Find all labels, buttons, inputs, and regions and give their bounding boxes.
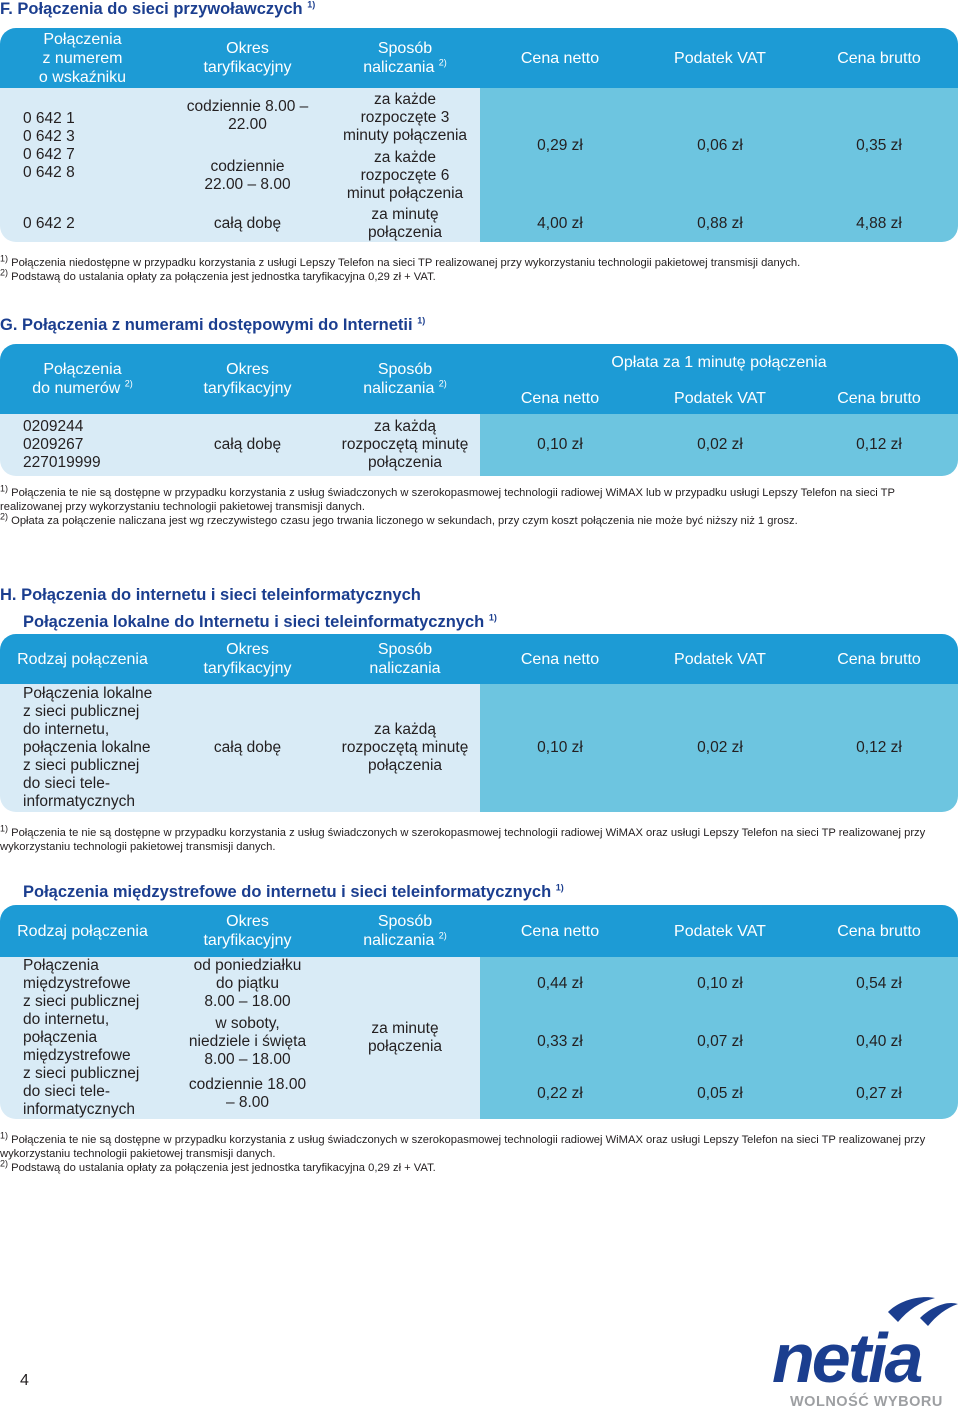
header-method: Sposób naliczania bbox=[369, 641, 441, 677]
cell-gross-price: 0,35 zł bbox=[856, 137, 902, 154]
section-h1-footnote: $^{1)}$ Połączenia te nie są dostępne w przypadku korzystania z usług świadczonych w szerokopasmowej technologii radiowej WiMAX oraz usługi Lepszy Telefon na sieci TP realizowanej przy wykorzystaniu technologii pakietowej transmisji danych. bbox=[0, 823, 926, 853]
cell-numbers: 0 642 1 0 642 3 0 642 7 0 642 8 bbox=[23, 110, 75, 181]
header-vat: Podatek VAT bbox=[674, 650, 766, 668]
cell-net-price: 0,33 zł bbox=[537, 1033, 583, 1050]
cell-period: codziennie 8.00 – 22.00 bbox=[186, 98, 309, 133]
cell-net-price: 0,29 zł bbox=[537, 137, 583, 154]
cell-method: za minutę połączenia bbox=[367, 1020, 443, 1055]
header-connection-type: Rodzaj połączenia bbox=[17, 922, 148, 940]
header-gross-price: Cena brutto bbox=[837, 922, 921, 940]
section-g-title: G. Połączenia z numerami dostępowymi do Internetii $^{1)}$ bbox=[0, 315, 426, 334]
header-fee-group: Opłata za 1 minutę połączenia bbox=[611, 353, 827, 371]
cell-method: za każdą rozpoczętą minutę połączenia bbox=[341, 418, 469, 471]
header-period: Okres taryfikacyjny bbox=[203, 641, 292, 677]
header-gross-price: Cena brutto bbox=[837, 49, 921, 67]
cell-period: codziennie 22.00 – 8.00 bbox=[204, 158, 291, 193]
cell-net-price: 0,44 zł bbox=[537, 975, 583, 992]
cell-vat: 0,06 zł bbox=[697, 137, 743, 154]
header-gross-price: Cena brutto bbox=[837, 389, 921, 407]
section-h2-title: Połączenia międzystrefowe do internetu i sieci teleinformatycznych $^{1)}$ bbox=[23, 882, 564, 901]
cell-numbers: 0 642 2 bbox=[23, 215, 75, 232]
header-method: Sposób naliczania $^{2)}$ bbox=[363, 40, 447, 76]
header-period: Okres taryfikacyjny bbox=[203, 361, 292, 397]
cell-gross-price: 4,88 zł bbox=[856, 215, 902, 232]
cell-connection-type: Połączenia międzystrefowe z sieci publicznej do internetu, połączenia międzystrefowe z sieci publicznej do sieci tele- informatycznych bbox=[23, 957, 140, 1118]
header-vat: Podatek VAT bbox=[674, 389, 766, 407]
cell-method: za minutę połączenia bbox=[367, 206, 443, 241]
header-method: Sposób naliczania $^{2)}$ bbox=[363, 913, 447, 949]
header-connection-type: Rodzaj połączenia bbox=[17, 650, 148, 668]
cell-period: całą dobę bbox=[213, 436, 282, 453]
cell-gross-price: 0,40 zł bbox=[856, 1033, 902, 1050]
cell-numbers: 0209244 0209267 227019999 bbox=[23, 418, 101, 471]
header-vat: Podatek VAT bbox=[674, 922, 766, 940]
cell-period: codziennie 18.00 – 8.00 bbox=[188, 1076, 307, 1111]
cell-vat: 0,88 zł bbox=[697, 215, 743, 232]
header-period: Okres taryfikacyjny bbox=[203, 913, 292, 949]
cell-period: w soboty, niedziele i święta 8.00 – 18.00 bbox=[188, 1015, 307, 1068]
cell-period: całą dobę bbox=[213, 215, 282, 232]
cell-method: za każdą rozpoczętą minutę połączenia bbox=[341, 721, 469, 774]
header-method: Sposób naliczania $^{2)}$ bbox=[363, 361, 447, 397]
section-f-title: F. Połączenia do sieci przywoławczych $^{1)}$ bbox=[0, 0, 316, 18]
cell-gross-price: 0,12 zł bbox=[856, 739, 902, 756]
page-number: 4 bbox=[20, 1372, 29, 1389]
header-vat: Podatek VAT bbox=[674, 49, 766, 67]
header-net-price: Cena netto bbox=[520, 922, 600, 940]
cell-vat: 0,02 zł bbox=[697, 436, 743, 453]
cell-connection-type: Połączenia lokalne z sieci publicznej do internetu, połączenia lokalne z sieci publicznej do sieci tele- informatycznych bbox=[23, 685, 153, 810]
cell-vat: 0,10 zł bbox=[697, 975, 743, 992]
cell-method: za każde rozpoczęte 6 minut połączenia bbox=[346, 149, 464, 202]
section-h2-footnote: $^{2)}$ Podstawą do ustalania opłaty za połączenia jest jednostka taryfikacyjna 0,29 zł + VAT. bbox=[0, 1158, 436, 1174]
header-net-price: Cena netto bbox=[520, 650, 600, 668]
cell-net-price: 0,10 zł bbox=[537, 739, 583, 756]
cell-method: za każde rozpoczęte 3 minuty połączenia bbox=[342, 91, 468, 144]
section-g-footnote: $^{1)}$ Połączenia te nie są dostępne w przypadku korzystania z usług świadczonych w szerokopasmowej technologii radiowej WiMAX lub w przypadku usługi Lepszy Telefon na sieci TP realizowanej przy wykorzystaniu technologii pakietowej transmisji danych. bbox=[0, 483, 895, 513]
cell-period: od poniedziałku do piątku 8.00 – 18.00 bbox=[193, 957, 302, 1010]
header-net-price: Cena netto bbox=[520, 389, 600, 407]
cell-gross-price: 0,54 zł bbox=[856, 975, 902, 992]
netia-logo bbox=[770, 1290, 960, 1410]
cell-gross-price: 0,12 zł bbox=[856, 436, 902, 453]
section-h2-footnote: $^{1)}$ Połączenia te nie są dostępne w przypadku korzystania z usług świadczonych w szerokopasmowej technologii radiowej WiMAX oraz usługi Lepszy Telefon na sieci TP realizowanej przy wykorzystaniu technologii pakietowej transmisji danych. bbox=[0, 1130, 926, 1160]
cell-vat: 0,02 zł bbox=[697, 739, 743, 756]
cell-gross-price: 0,27 zł bbox=[856, 1085, 902, 1102]
cell-vat: 0,07 zł bbox=[697, 1033, 743, 1050]
section-f-footnote: $^{1)}$ Połączenia niedostępne w przypadku korzystania z usługi Lepszy Telefon na sieci TP realizowanej przy wykorzystaniu technologii pakietowej transmisji danych. bbox=[0, 253, 801, 269]
logo-slogan: WOLNOŚĆ WYBORU bbox=[790, 1394, 943, 1410]
section-h1-title: Połączenia lokalne do Internetu i sieci teleinformatycznych $^{1)}$ bbox=[23, 612, 497, 631]
logo-wordmark: netia bbox=[772, 1319, 921, 1397]
section-g-footnote: $^{2)}$ Opłata za połączenie naliczana jest wg rzeczywistego czasu jego trwania liczonego w sekundach, przy czym koszt połączenia nie może być niższy niż 1 grosz. bbox=[0, 511, 798, 527]
cell-vat: 0,05 zł bbox=[697, 1085, 743, 1102]
header-net-price: Cena netto bbox=[520, 49, 600, 67]
section-h-title: H. Połączenia do internetu i sieci teleinformatycznych bbox=[0, 586, 421, 604]
cell-net-price: 0,22 zł bbox=[537, 1085, 583, 1102]
cell-net-price: 4,00 zł bbox=[537, 215, 583, 232]
header-numbers: Połączenia z numerem o wskaźniku bbox=[38, 30, 127, 86]
header-period: Okres taryfikacyjny bbox=[203, 40, 292, 76]
cell-net-price: 0,10 zł bbox=[537, 436, 583, 453]
cell-period: całą dobę bbox=[213, 739, 282, 756]
logo-swoosh-icon bbox=[920, 1303, 958, 1326]
header-gross-price: Cena brutto bbox=[837, 650, 921, 668]
section-f-footnote: $^{2)}$ Podstawą do ustalania opłaty za połączenia jest jednostka taryfikacyjna 0,29 zł + VAT. bbox=[0, 267, 436, 283]
header-numbers: Połączenia do numerów $^{2)}$ bbox=[32, 361, 133, 397]
